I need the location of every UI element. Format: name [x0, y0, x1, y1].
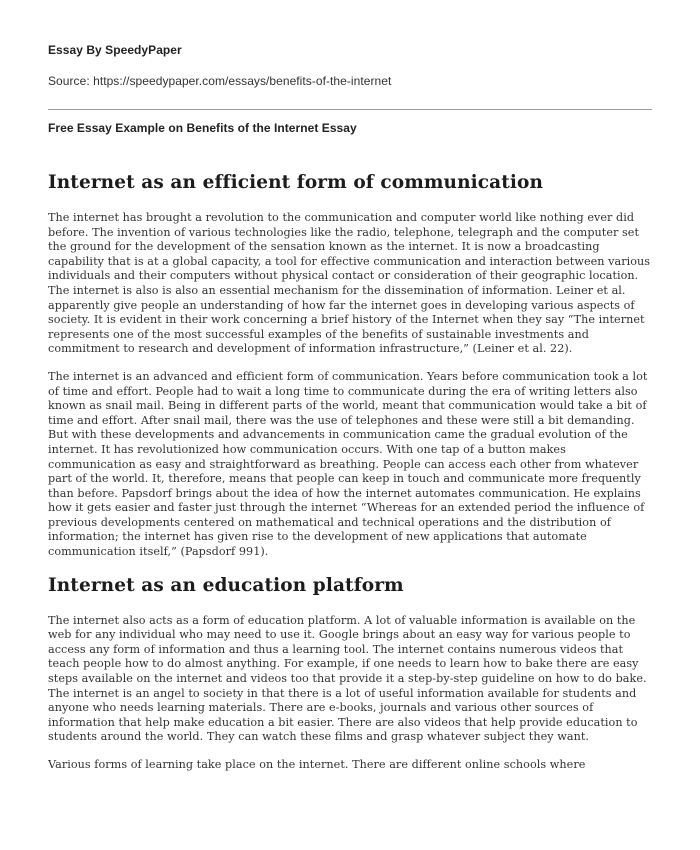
- paragraph: The internet also acts as a form of education platform. A lot of valuable information is available on the web for any individual who may need to use it. Google brings about an easy way for various people to access any form of information and thus a learning tool. The internet contains numerous videos that teach people how to do almost anything. For example, if one needs to learn how to bake there are easy steps available on the internet and videos too that provide it a step-by-step guideline on how to do bake. The internet is an angel to society in that there is a lot of useful information available for students and anyone who needs learning materials. There are e-books, journals and various other sources of information that help make education a bit easier. There are also videos that help provide education to students around the world. They can watch these films and grasp whatever subject they want.: [48, 613, 647, 744]
- paragraph: The internet is an advanced and efficient form of communication. Years before communication took a lot of time and effort. People had to wait a long time to communicate during the era of writing letters also known as snail mail. Being in different parts of the world, meant that communication would take a bit of time and effort. After snail mail, there was the use of telephones and these were still a bit demanding. But with these developments and advancements in communication came the gradual evolution of the internet. It has revolutionized how communication occurs. With one tap of a button makes communication as easy and straightforward as breathing. People can access each other from whatever part of the world. It, therefore, means that people can keep in touch and communicate more frequently than before. Papsdorf brings about the idea of how the internet automates communication. He explains how it gets easier and faster just through the internet “Whereas for an extended period the influence of previous developments centered on mathematical and technical operations and the distribution of information; the internet has given rise to the development of new applications that automate communication itself,” (Papsdorf 991).: [48, 369, 648, 559]
- document-page: [48, 0, 652, 850]
- essay-title: Free Essay Example on Benefits of the Internet Essay: [48, 121, 357, 135]
- paragraph: The internet has brought a revolution to the communication and computer world like nothing ever did before. The invention of various technologies like the radio, telephone, telegraph and the computer set the ground for the development of the sensation known as the internet. It is now a broadcasting capability that is at a global capacity, a tool for effective communication and interaction between various individuals and their computers without physical contact or consideration of their geographic location. The internet is also is also an essential mechanism for the dissemination of information. Leiner et al. apparently give people an understanding of how far the internet goes in developing various aspects of society. It is evident in their work concerning a brief history of the Internet when they say “The internet represents one of the most successful examples of the benefits of sustainable investments and commitment to research and development of information infrastructure,” (Leiner et al. 22).: [48, 211, 651, 356]
- section-heading-communication: Internet as an efficient form of communication: [48, 172, 544, 193]
- source-line: Source: https://speedypaper.com/essays/benefits-of-the-internet: [48, 74, 392, 88]
- header-divider: [48, 109, 652, 110]
- essay-body: [48, 170, 652, 786]
- section-heading-education: Internet as an education platform: [48, 574, 404, 596]
- paragraph: Various forms of learning take place on the internet. There are different online schools where: [48, 758, 586, 771]
- brand-title: Essay By SpeedyPaper: [48, 43, 182, 57]
